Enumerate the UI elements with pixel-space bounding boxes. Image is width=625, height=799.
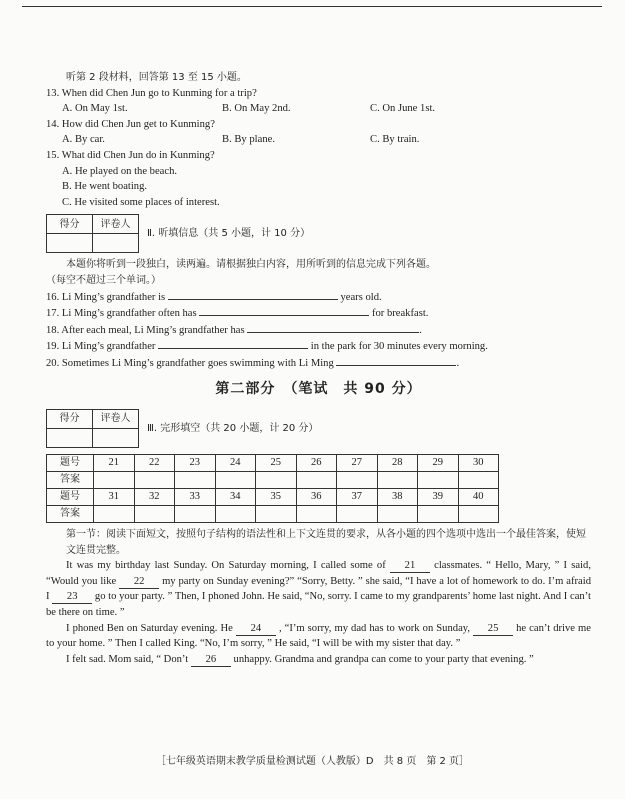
cloze-blank-26[interactable]: 26 <box>191 654 231 667</box>
answer-cell[interactable] <box>175 506 216 523</box>
answer-blank[interactable] <box>168 289 338 300</box>
answer-cell[interactable] <box>256 506 297 523</box>
grader-label: 评卷人 <box>93 215 139 234</box>
answer-cell[interactable] <box>134 472 175 489</box>
answer-label: 答案 <box>47 506 94 523</box>
option-a: A. He played on the beach. <box>62 165 178 177</box>
answer-cell[interactable] <box>337 472 378 489</box>
passage-paragraph-2: I phoned Ben on Saturday evening. He 24 , “I’m sorry, my dad has to work on Sunday, 25 he can’t drive me to your home. ” Then I called King. “No, I’m sorry, ” He said, “I will be with my sister that day. ” <box>46 622 591 650</box>
answer-cell[interactable] <box>175 472 216 489</box>
score-label: 得分 <box>47 410 93 429</box>
score-table <box>46 409 139 448</box>
answer-cell[interactable] <box>296 506 337 523</box>
answer-blank[interactable] <box>247 322 419 333</box>
answer-cell[interactable] <box>458 472 499 489</box>
answer-cell[interactable] <box>418 472 459 489</box>
score-cell[interactable] <box>47 234 93 253</box>
answer-blank[interactable] <box>158 338 308 349</box>
option-c: C. On June 1st. <box>370 103 436 115</box>
option-c: C. By train. <box>370 134 420 146</box>
table-row <box>47 506 499 523</box>
answer-cell[interactable] <box>94 506 135 523</box>
grader-cell[interactable] <box>93 429 139 448</box>
option-b: B. On May 2nd. <box>222 103 291 115</box>
cloze-blank-23[interactable]: 23 <box>52 591 92 604</box>
score-cell[interactable] <box>47 429 93 448</box>
answer-cell[interactable] <box>377 472 418 489</box>
answer-sheet-table <box>46 454 499 523</box>
cloze-blank-22[interactable]: 22 <box>119 576 159 589</box>
option-b: B. He went boating. <box>62 181 148 193</box>
passage-paragraph-3: I felt sad. Mom said, “ Don’t 26 unhappy. Grandma and grandpa can come to your party that evening. ” <box>66 653 534 665</box>
answer-label: 答案 <box>47 472 94 489</box>
fill-item-20: 20. Sometimes Li Ming’s grandfather goes swimming with Li Ming . <box>46 355 591 372</box>
section-2-title: Ⅱ. 听填信息（共 5 小题，计 10 分） <box>147 228 311 240</box>
question-13: 13. When did Chen Jun go to Kunming for a trip? A. On May 1st. B. On May 2nd. C. On June 1st. <box>46 86 591 117</box>
answer-cell[interactable] <box>94 472 135 489</box>
score-box-section2 <box>46 214 591 253</box>
answer-blank[interactable] <box>336 355 456 366</box>
table-row <box>47 472 499 489</box>
cloze-blank-25[interactable]: 25 <box>473 623 513 636</box>
score-label: 得分 <box>47 215 93 234</box>
part-1-instruction: 第一节：阅读下面短文，按照句子结构的语法性和上下文连贯的要求，从各小题的四个选项中选出一个最佳答案，使短文连贯完整。 <box>66 529 586 556</box>
number-label: 题号 <box>47 489 94 506</box>
top-rule <box>22 6 602 7</box>
option-b: B. By plane. <box>222 134 275 146</box>
passage-paragraph-1: It was my birthday last Sunday. On Saturday morning, I called some of 21 classmates. “ Hello, Mary, ” I said, “Would you like 22 my party on Sunday evening?” “Sorry, Betty. ” she said, “I have a lot of homework to do. I’m afraid I 23 go to your party. ” Then, I phoned John. He said, “No, sorry. I came to my grandparents’ home last night. And I can’t be there on time. ” <box>46 560 591 619</box>
fill-item-19: 19. Li Ming’s grandfather in the park for 30 minutes every morning. <box>46 338 591 355</box>
answer-cell[interactable] <box>256 472 297 489</box>
fill-item-17: 17. Li Ming’s grandfather often has for breakfast. <box>46 305 591 322</box>
answer-cell[interactable] <box>215 506 256 523</box>
answer-cell[interactable] <box>296 472 337 489</box>
score-table <box>46 214 139 253</box>
cloze-blank-24[interactable]: 24 <box>236 623 276 636</box>
fill-item-16: 16. Li Ming’s grandfather is years old. <box>46 289 591 306</box>
answer-blank[interactable] <box>199 305 369 316</box>
table-row: 题号 21 22 23 24 25 26 27 28 29 30 <box>47 455 499 472</box>
answer-cell[interactable] <box>215 472 256 489</box>
cloze-blank-21[interactable]: 21 <box>390 560 430 573</box>
section-2-instruction: 本题你将听到一段独白，读两遍。请根据独白内容，用所听到的信息完成下列各题。 <box>66 259 436 271</box>
answer-cell[interactable] <box>377 506 418 523</box>
answer-cell[interactable] <box>337 506 378 523</box>
exam-page <box>46 70 591 667</box>
answer-cell[interactable] <box>458 506 499 523</box>
part-2-heading: 第二部分 （笔试 共 90 分） <box>215 380 422 397</box>
score-box-section3 <box>46 409 591 448</box>
fill-item-18: 18. After each meal, Li Ming’s grandfather has . <box>46 322 591 339</box>
section-3-title: Ⅲ. 完形填空（共 20 小题，计 20 分） <box>147 422 319 434</box>
answer-cell[interactable] <box>134 506 175 523</box>
question-14: 14. How did Chen Jun get to Kunming? A. By car. B. By plane. C. By train. <box>46 117 591 148</box>
grader-label: 评卷人 <box>93 410 139 429</box>
option-c: C. He visited some places of interest. <box>62 196 220 208</box>
section-2-note: （每空不超过三个单词。） <box>46 274 161 286</box>
option-a: A. By car. <box>62 134 105 146</box>
listening-intro: 听第 2 段材料，回答第 13 至 15 小题。 <box>66 72 247 83</box>
question-15: 15. What did Chen Jun do in Kunming? A. He played on the beach. B. He went boating. C. He visited some places of interest. <box>46 148 591 210</box>
number-label: 题号 <box>47 455 94 472</box>
answer-cell[interactable] <box>418 506 459 523</box>
grader-cell[interactable] <box>93 234 139 253</box>
option-a: A. On May 1st. <box>62 103 128 115</box>
table-row: 题号 31 32 33 34 35 36 37 38 39 40 <box>47 489 499 506</box>
page-footer: ［七年级英语期末教学质量检测试题（人教版）D 共 8 页 第 2 页］ <box>155 756 470 767</box>
